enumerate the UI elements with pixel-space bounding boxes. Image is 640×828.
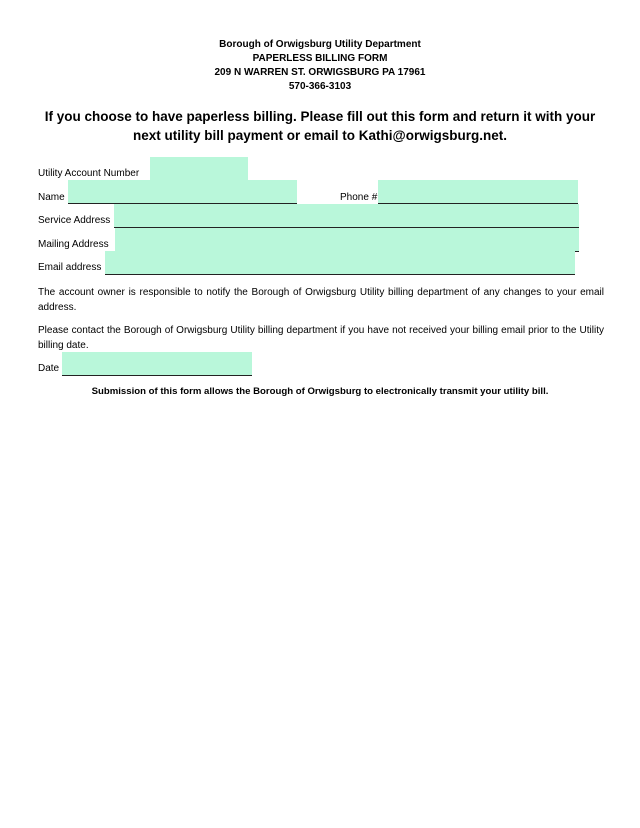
phone-label: Phone #	[340, 192, 378, 203]
phone-field[interactable]	[378, 180, 578, 204]
instruction-text: If you choose to have paperless billing. Please fill out this form and return it with your next utility bill payment or email to Kathi@orwigsburg.net.	[44, 109, 596, 143]
org-address: 209 N WARREN ST. ORWIGSBURG PA 17961	[214, 67, 426, 78]
service-address-field[interactable]	[114, 204, 579, 228]
service-address-label: Service Address	[38, 215, 111, 226]
letterhead	[0, 38, 640, 94]
name-label: Name	[38, 192, 65, 203]
email-field[interactable]	[105, 251, 575, 275]
date-field[interactable]	[62, 352, 252, 376]
owner-responsibility-note: The account owner is responsible to notify the Borough of Orwigsburg Utility billing department of any changes to your email address.	[38, 287, 604, 313]
account-number-label: Utility Account Number	[38, 168, 140, 179]
contact-note: Please contact the Borough of Orwigsburg Utility billing department if you have not received your billing email prior to the Utility billing date.	[38, 325, 604, 351]
form-title: PAPERLESS BILLING FORM	[252, 53, 388, 64]
org-phone: 570-366-3103	[288, 81, 352, 92]
name-field[interactable]	[68, 180, 297, 204]
account-number-field[interactable]	[150, 157, 248, 181]
mailing-address-field[interactable]	[115, 228, 579, 252]
submission-notice: Submission of this form allows the Borough of Orwigsburg to electronically transmit your utility bill.	[91, 386, 549, 397]
date-label: Date	[38, 363, 60, 374]
org-name: Borough of Orwigsburg Utility Department	[219, 39, 421, 50]
email-label: Email address	[38, 262, 102, 273]
mailing-address-label: Mailing Address	[38, 239, 109, 250]
